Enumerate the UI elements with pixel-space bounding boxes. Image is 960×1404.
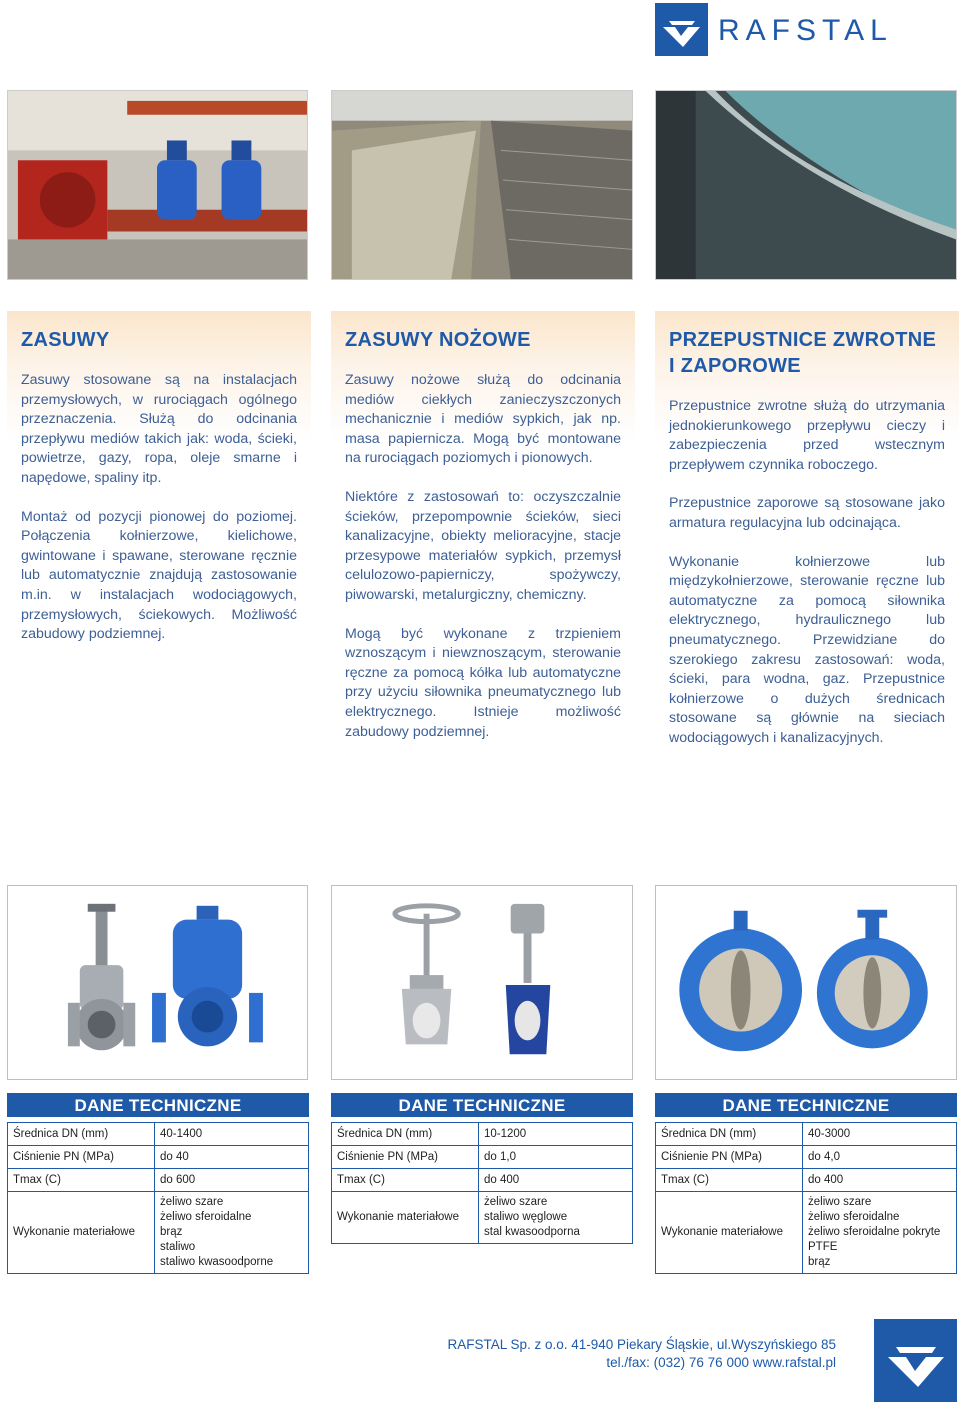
tech-table-przepustnice — [655, 1093, 957, 1274]
tech-table — [331, 1122, 633, 1244]
table-row: Tmax (C) do 400 — [332, 1169, 633, 1192]
table-row: Ciśnienie PN (MPa) do 1,0 — [332, 1146, 633, 1169]
table-row: Ciśnienie PN (MPa) do 4,0 — [656, 1146, 957, 1169]
column-paragraph: Mogą być wykonane z trzpieniem wznoszącym i niewznoszącym, sterowanie ręczne za pomocą kółka lub automatyczne przy użyciu siłownika pneumatycznego lub elektrycznego. Istnieje możliwość zabudowy podziemnej. — [345, 625, 621, 740]
table-row: Ciśnienie PN (MPa) do 40 — [8, 1146, 309, 1169]
table-row: Średnica DN (mm) 40-3000 — [656, 1123, 957, 1146]
product-butterfly-valves-image — [655, 885, 957, 1080]
table-row: Tmax (C) do 400 — [656, 1169, 957, 1192]
column-title: PRZEPUSTNICE ZWROTNE I ZAPOROWE — [669, 329, 937, 377]
tech-table — [655, 1122, 957, 1274]
tech-table-zasuwy-nozowe — [331, 1093, 633, 1244]
tech-table-header: DANE TECHNICZNE — [655, 1093, 957, 1117]
product-knife-gate-valves-image — [331, 885, 633, 1080]
rafstal-logo-icon — [655, 3, 708, 56]
table-row: Wykonanie materiałowe żeliwo szare żeliwo sferoidalne brąz staliwo staliwo kwasoodporne — [8, 1192, 309, 1274]
photo-sewage-plant — [331, 90, 633, 280]
product-gate-valves-image — [7, 885, 308, 1080]
column-paragraph: Przepustnice zaporowe są stosowane jako armatura regulacyjna lub odcinająca. — [669, 495, 945, 531]
column-zasuwy — [7, 311, 311, 771]
table-row: Średnica DN (mm) 40-1400 — [8, 1123, 309, 1146]
tech-table-header: DANE TECHNICZNE — [7, 1093, 309, 1117]
column-paragraph: Zasuwy nożowe służą do odcinania mediów ciekłych zanieczyszczonych mechanicznie i mediów sypkich, jak np. masa papiernicza. Mogą być montowane na rurociągach poziomych i pionowych. — [345, 372, 621, 467]
table-row: Średnica DN (mm) 10-1200 — [332, 1123, 633, 1146]
column-paragraph: Przepustnice zwrotne służą do utrzymania jednokierunkowego przepływu cieczy i zabezpieczenia przed wstecznym przepływem czynnika roboczego. — [669, 398, 945, 473]
column-przepustnice — [655, 311, 959, 771]
column-zasuwy-nozowe — [331, 311, 635, 771]
brand-name: RAFSTAL — [718, 14, 893, 47]
tech-table-header: DANE TECHNICZNE — [331, 1093, 633, 1117]
photo-water-reservoir — [655, 90, 957, 280]
tech-table-zasuwy — [7, 1093, 309, 1274]
column-title: ZASUWY NOŻOWE — [345, 329, 531, 351]
footer-phone-web: tel./fax: (032) 76 76 000 www.rafstal.pl — [606, 1355, 836, 1370]
column-title: ZASUWY — [21, 329, 110, 351]
column-paragraph: Wykonanie kołnierzowe lub międzykołnierzowe, sterowanie ręczne lub automatyczne za pomocą siłownika elektrycznego, hydraulicznego lub pneumatycznego. Przewidziane do szerokiego zakresu zastosowań: woda, ścieki, para wodna, gaz. Przepustnice kołnierzowe o dużych średnicach stosowane są głównie na sieciach wodociągowych i kanalizacyjnych. — [669, 553, 945, 746]
tech-table — [7, 1122, 309, 1274]
footer-address: RAFSTAL Sp. z o.o. 41-940 Piekary Śląskie, ul.Wyszyńskiego 85 — [447, 1337, 836, 1352]
column-paragraph: Niektóre z zastosowań to: oczyszczalnie ścieków, przepompownie ścieków, sieci kanalizacyjne, obiekty melioracyjne, stacje przesypowe materiałów sypkich, przemysł celulozowo-papierniczy, spożywczy, piwowarski, metalurgiczny, chemiczny. — [345, 488, 621, 603]
photo-pump-station — [7, 90, 308, 280]
table-row: Wykonanie materiałowe żeliwo szare staliwo węglowe stal kwasoodporna — [332, 1192, 633, 1244]
column-paragraph: Zasuwy stosowane są na instalacjach przemysłowych, w rurociągach ogólnego przeznaczenia. Służą do odcinania przepływu mediów takich jak: woda, ścieki, powietrze, gazy, ropa, oleje smarne i napędowe, spaliny itp. — [21, 372, 297, 486]
footer-contact — [447, 1336, 836, 1372]
table-row: Wykonanie materiałowe żeliwo szare żeliwo sferoidalne żeliwo sferoidalne pokryte PTFE brąz — [656, 1192, 957, 1274]
rafstal-logo-icon — [874, 1319, 957, 1402]
column-paragraph: Montaż od pozycji pionowej do poziomej. Połączenia kołnierzowe, kielichowe, gwintowane i spawane, sterowane ręcznie lub automatycznie znajdują zastosowanie m.in. w instalacjach wodociągowych, przemysłowych, ściekowych. Możliwość zabudowy podziemnej. — [21, 508, 297, 643]
table-row: Tmax (C) do 600 — [8, 1169, 309, 1192]
